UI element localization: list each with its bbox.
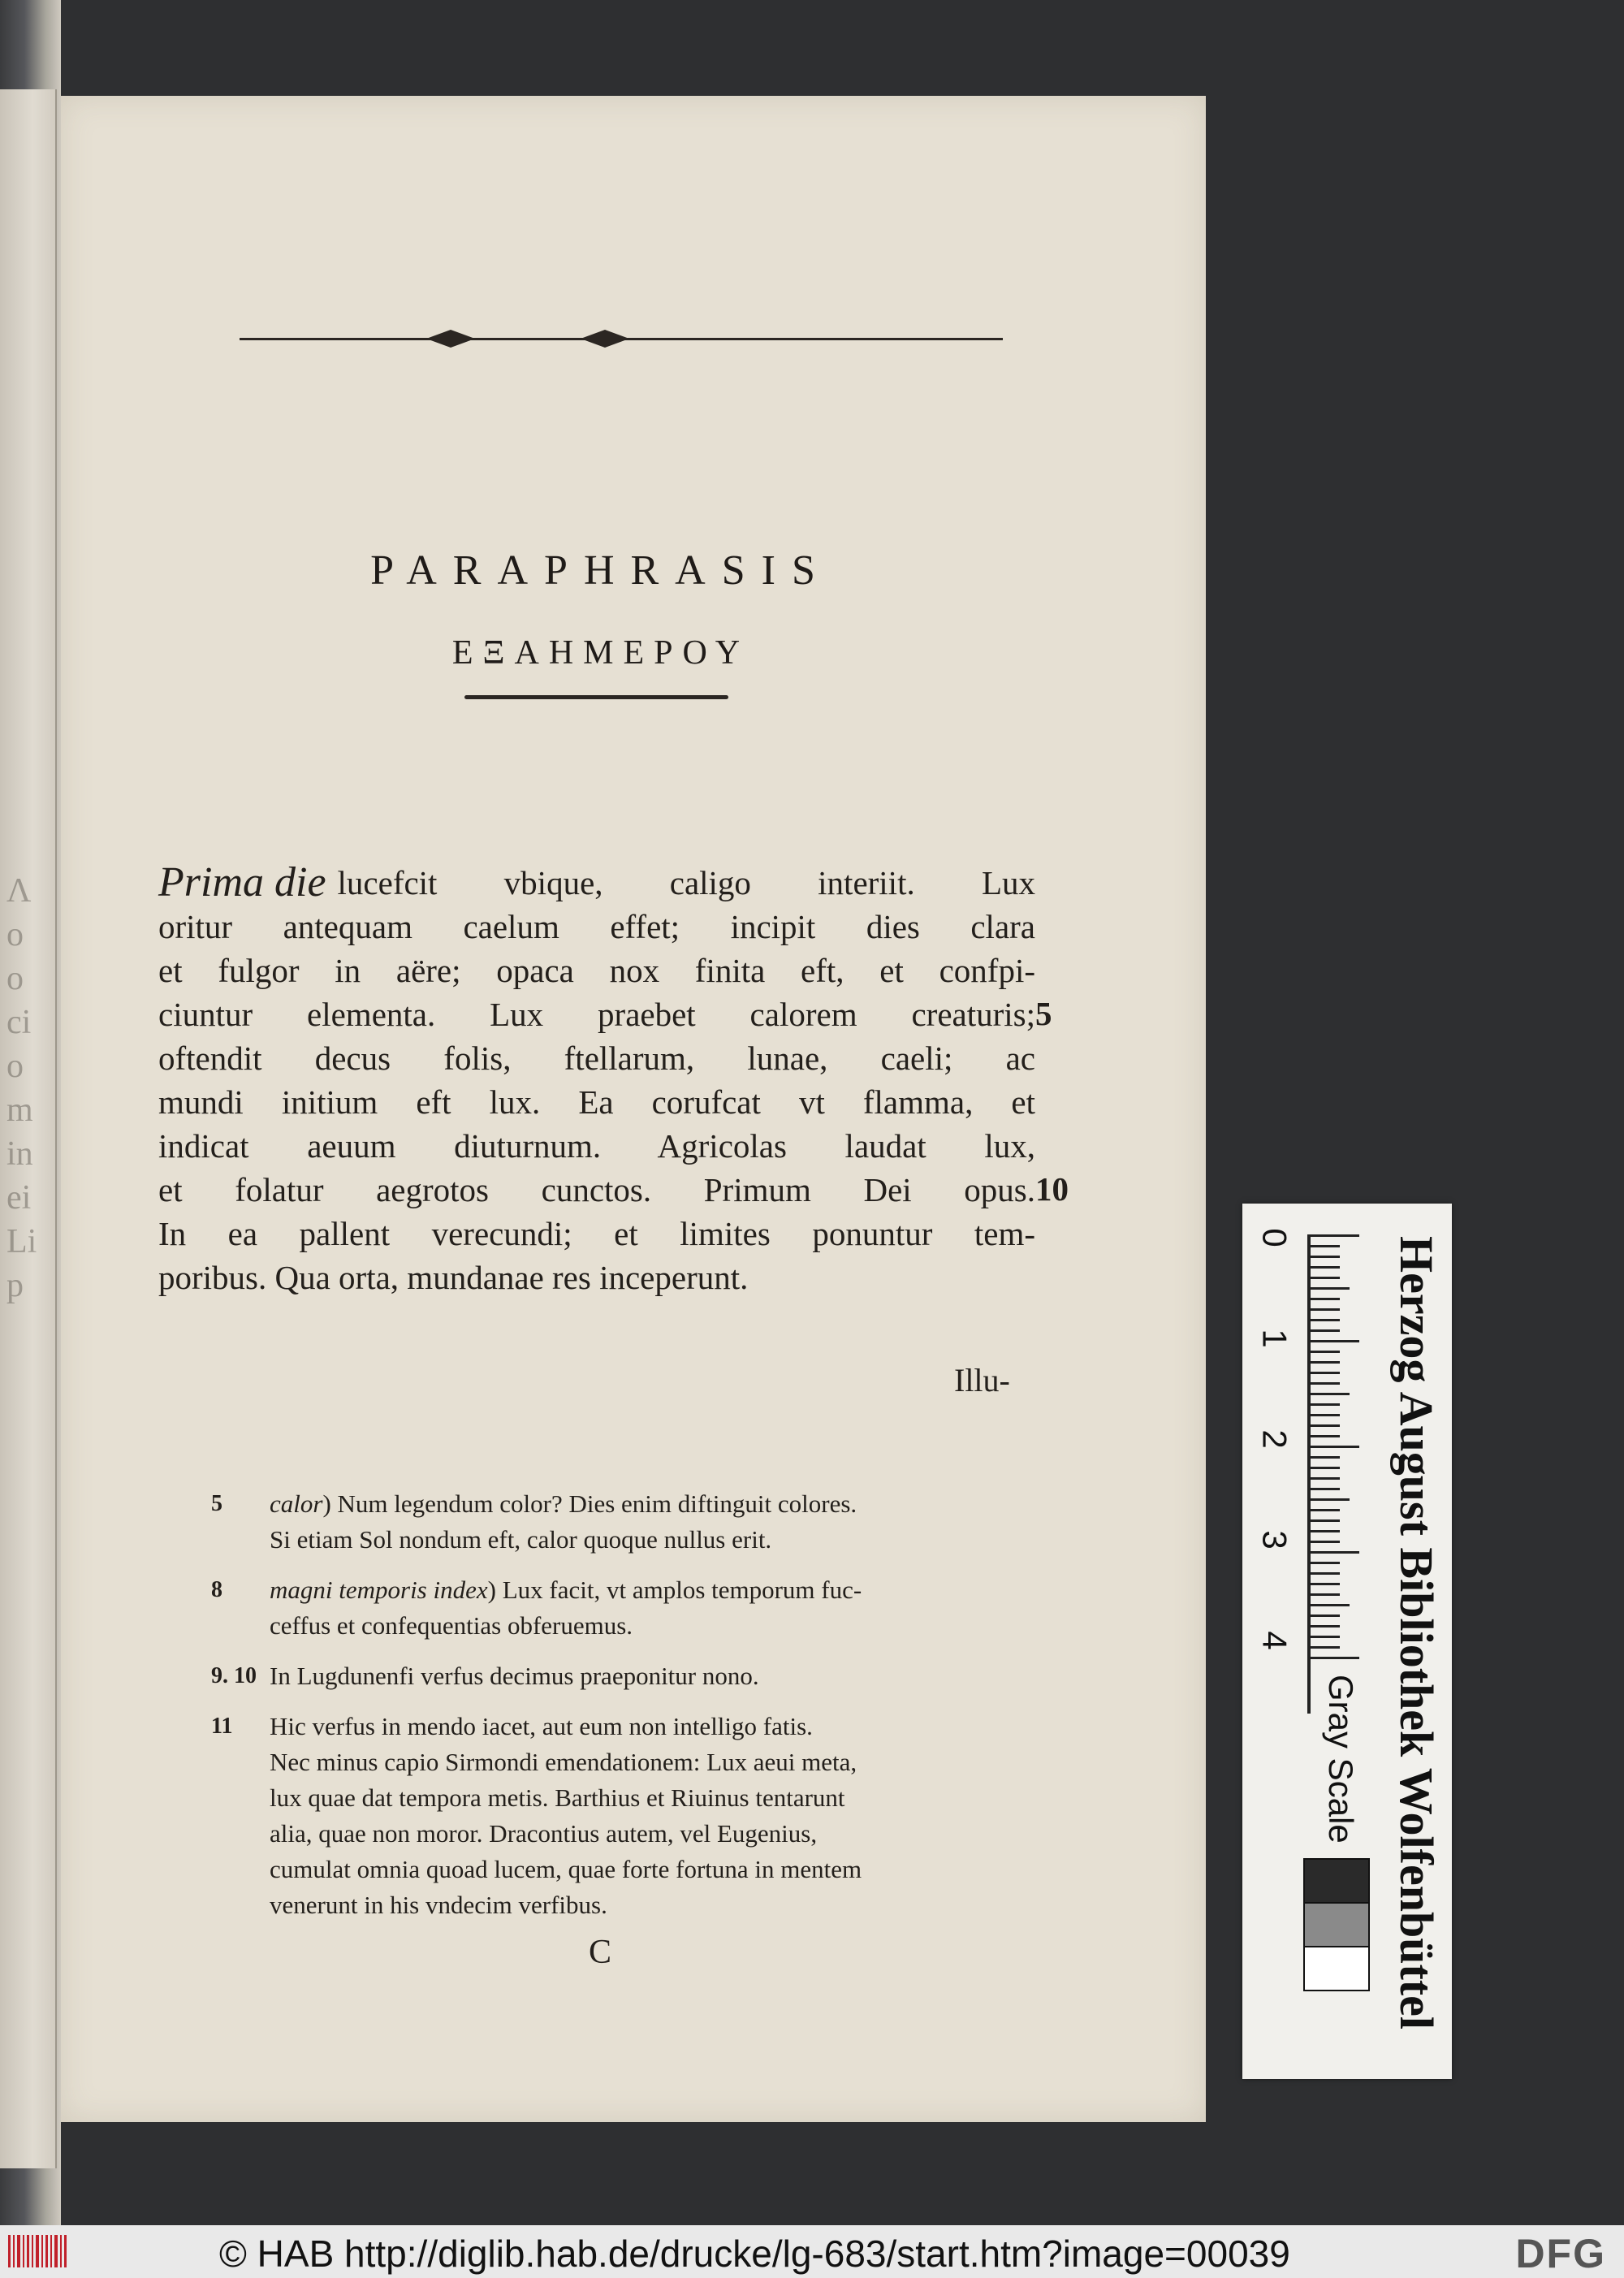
ruler-number: 0: [1255, 1228, 1294, 1247]
ruler-tick: [1311, 1604, 1350, 1606]
footnote: [211, 1658, 1031, 1694]
footnote-lemma: magni temporis index: [270, 1576, 488, 1604]
footnote-number: 5: [211, 1491, 222, 1516]
ruler-tick: [1311, 1519, 1340, 1522]
text-line: [158, 905, 1035, 949]
ruler-tick: [1311, 1277, 1340, 1279]
ruler-tick: [1311, 1456, 1340, 1459]
gray-swatch: [1303, 1858, 1370, 1904]
ruler-tick: [1311, 1488, 1340, 1490]
footnote: [211, 1486, 1031, 1558]
ruler-tick: [1311, 1646, 1340, 1649]
footnotes: [211, 1486, 1031, 1938]
ruler-number: 3: [1255, 1530, 1294, 1550]
head-ornament-diamond: [426, 330, 475, 348]
footnote-line: lux quae dat tempora metis. Barthius et Riuinus tentarunt: [270, 1783, 845, 1812]
ruler-tick: [1311, 1572, 1340, 1575]
text-line-content: ciuntur elementa. Lux praebet calorem creaturis;: [158, 996, 1035, 1033]
ruler-tick: [1311, 1414, 1340, 1416]
ruler-tick: [1311, 1256, 1340, 1258]
ruler-tick: [1311, 1319, 1340, 1321]
text-line: [158, 1168, 1035, 1212]
footnote-line: Si etiam Sol nondum eft, calor quoque nullus erit.: [270, 1525, 772, 1554]
ruler-tick: [1311, 1509, 1340, 1511]
ruler-tick: [1311, 1583, 1340, 1585]
dfg-logo: DFG: [1515, 2231, 1606, 2276]
gray-swatch: [1303, 1902, 1370, 1947]
ruler-tick: [1311, 1393, 1350, 1395]
page-subtitle: ΕΞΑΗΜΕΡΟΥ: [451, 634, 750, 672]
footnote-line: calor) Num legendum color? Dies enim diftinguit colores.: [270, 1489, 857, 1518]
footnote-number: 8: [211, 1577, 222, 1602]
footnote-line: Hic verfus in mendo iacet, aut eum non intelligo fatis.: [270, 1712, 813, 1740]
ruler-tick: [1311, 1446, 1359, 1448]
ruler-tick: [1311, 1530, 1340, 1532]
text-line-content: indicat aeuum diuturnum. Agricolas laudat lux,: [158, 1127, 1035, 1165]
footnote-number: 9. 10: [211, 1663, 257, 1688]
footer-credit: © HAB http://diglib.hab.de/drucke/lg-683/start.htm?image=00039: [219, 2233, 1290, 2275]
footnote-lemma: calor: [270, 1489, 323, 1518]
ruler-tick: [1311, 1382, 1340, 1385]
ruler-tick: [1311, 1403, 1340, 1406]
ruler-tick: [1311, 1308, 1340, 1311]
footnote: [211, 1572, 1031, 1644]
ruler-tick: [1311, 1234, 1359, 1237]
title-rule: [464, 695, 728, 699]
text-line: [158, 1080, 1035, 1124]
ruler-tick: [1311, 1361, 1340, 1364]
color-ruler: [1242, 1204, 1452, 2079]
ruler-tick: [1311, 1562, 1340, 1564]
text-line: [158, 1124, 1035, 1168]
text-line-content: et folatur aegrotos cunctos. Primum Dei opus.: [158, 1171, 1035, 1208]
footnote: [211, 1709, 1031, 1923]
ruler-tick: [1311, 1340, 1359, 1342]
main-text: [158, 861, 1035, 1299]
text-line-content: poribus. Qua orta, mundanae res inceperunt.: [158, 1259, 749, 1296]
ruler-number: 4: [1255, 1631, 1294, 1650]
footnote-number: 11: [211, 1714, 233, 1739]
gray-scale-label: Gray Scale: [1322, 1675, 1360, 1844]
ruler-tick: [1311, 1498, 1350, 1501]
facing-page-bleed: Λ o o ci o m in ei Li p: [6, 872, 37, 1304]
footnote-line: cumulat omnia quoad lucem, quae forte fortuna in mentem: [270, 1855, 862, 1883]
ruler-institution: Herzog August Bibliothek Wolfenbüttel: [1390, 1236, 1443, 2029]
text-line: [158, 861, 1035, 905]
text-line-content: mundi initium eft lux. Ea corufcat vt flamma, et: [158, 1083, 1035, 1121]
ruler-tick: [1311, 1657, 1359, 1659]
ruler-tick: [1311, 1372, 1340, 1374]
ruler-number: 2: [1255, 1429, 1294, 1449]
text-line: [158, 1212, 1035, 1256]
ruler-tick: [1311, 1551, 1359, 1554]
ruler-tick: [1311, 1477, 1340, 1480]
ruler-number: 1: [1255, 1329, 1294, 1348]
ruler-tick: [1311, 1329, 1340, 1332]
text-line-content: et fulgor in aëre; opaca nox finita eft, et confpi-: [158, 952, 1035, 989]
ruler-tick: [1311, 1636, 1340, 1638]
footnote-line: ceffus et confequentias obferuemus.: [270, 1611, 633, 1640]
ruler-tick: [1311, 1245, 1340, 1247]
text-line: [158, 949, 1035, 992]
book-page: [61, 96, 1206, 2122]
footnote-line: alia, quae non moror. Dracontius autem, vel Eugenius,: [270, 1819, 818, 1848]
ruler-tick: [1311, 1435, 1340, 1437]
ruler-tick: [1311, 1266, 1340, 1269]
ruler-scale: [1307, 1234, 1311, 1714]
page-title: PARAPHRASIS: [370, 547, 831, 594]
verse-line-number: 5: [1035, 995, 1052, 1032]
footnote-line: Nec minus capio Sirmondi emendationem: Lux aeui meta,: [270, 1748, 857, 1776]
ruler-tick: [1311, 1298, 1340, 1300]
verse-line-number: 10: [1035, 1170, 1069, 1208]
text-line-content: oftendit decus folis, ftellarum, lunae, caeli; ac: [158, 1040, 1035, 1077]
catchword: Illu-: [954, 1362, 1010, 1398]
text-line-content: lucefcit vbique, caligo interiit. Lux: [337, 864, 1035, 901]
footer-bar: [0, 2225, 1624, 2278]
footnote-line: magni temporis index) Lux facit, vt amplos temporum fuc-: [270, 1576, 862, 1604]
ruler-tick: [1311, 1287, 1350, 1290]
signature-mark: C: [589, 1934, 612, 1971]
ruler-tick: [1311, 1424, 1340, 1427]
ruler-tick: [1311, 1625, 1340, 1627]
text-line-content: In ea pallent verecundi; et limites ponuntur tem-: [158, 1215, 1035, 1252]
opening-words: Prima die: [158, 859, 326, 906]
footnote-line: venerunt in his vndecim verfibus.: [270, 1891, 607, 1919]
head-ornament-diamond: [581, 330, 629, 348]
ruler-tick: [1311, 1593, 1340, 1596]
gray-swatch: [1303, 1946, 1370, 1991]
text-line: [158, 992, 1035, 1036]
facing-page-edge: [0, 89, 57, 2168]
footnote-line: In Lugdunenfi verfus decimus praeponitur nono.: [270, 1662, 759, 1690]
text-line: [158, 1036, 1035, 1080]
barcode-icon: [6, 2232, 71, 2271]
text-line-content: oritur antequam caelum effet; incipit dies clara: [158, 908, 1035, 945]
ruler-tick: [1311, 1467, 1340, 1469]
ruler-tick: [1311, 1351, 1340, 1353]
text-line: [158, 1256, 1035, 1299]
ruler-tick: [1311, 1541, 1340, 1543]
ruler-tick: [1311, 1614, 1340, 1617]
